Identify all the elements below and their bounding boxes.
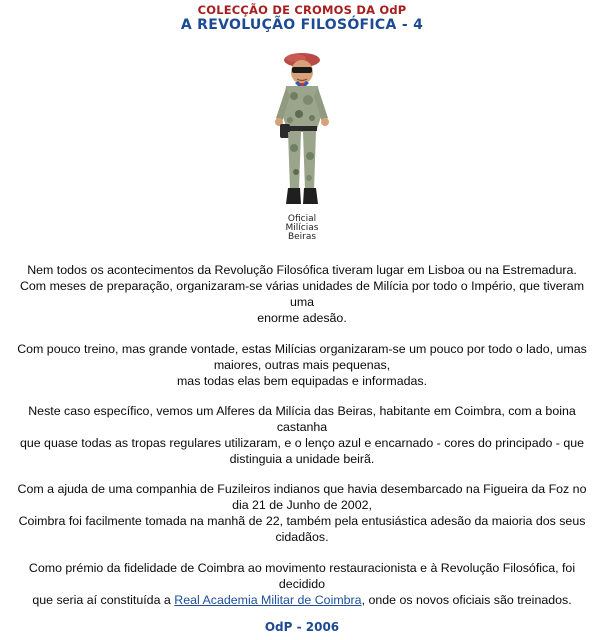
text-line: mas todas elas bem equipadas e informadas. xyxy=(176,374,428,388)
text-fragment: que seria aí constituída a xyxy=(32,593,175,607)
collection-title: COLECÇÃO DE CROMOS DA OdP xyxy=(197,3,407,17)
text-line: uma xyxy=(289,295,315,309)
text-line: castanha xyxy=(276,420,328,434)
paragraph-4 xyxy=(6,481,598,545)
text-line: Neste caso específico, vemos um Alferes da Milícia das Beiras, habitante em Coimbra, com a boina xyxy=(28,404,576,418)
text-line: decidido xyxy=(278,577,326,591)
caption-line: Milícias xyxy=(285,223,319,233)
text-line: Com a ajuda de uma companhia de Fuzileiros indianos que havia desembarcado na Figueira da Foz no xyxy=(17,482,587,496)
text-line: distinguia a unidade beirã. xyxy=(229,452,375,466)
soldier-illustration xyxy=(266,52,338,212)
text-line: cidadãos. xyxy=(275,530,329,544)
paragraph-5 xyxy=(6,560,598,608)
paragraph-1 xyxy=(6,262,598,326)
text-line: Nem todos os acontecimentos da Revolução Filosófica tiveram lugar em Lisboa ou na Estremadura. xyxy=(27,263,577,277)
text-line: enorme adesão. xyxy=(257,311,347,325)
text-line: Com pouco treino, mas grande vontade, estas Milícias organizaram-se um pouco por todo o lado, umas xyxy=(17,342,587,356)
text-line: Coimbra foi facilmente tomada na manhã de 22, também pela entusiástica adesão da maioria dos seus xyxy=(18,514,586,528)
soldier-figure-image xyxy=(266,52,338,212)
text-line-with-link xyxy=(6,592,598,608)
caption-line: Beiras xyxy=(287,232,317,242)
caption-line: Oficial xyxy=(287,214,317,224)
paragraph-3 xyxy=(6,403,598,467)
figure-caption xyxy=(0,215,604,242)
paragraph-2 xyxy=(6,341,598,389)
text-line: Com meses de preparação, organizaram-se várias unidades de Milícia por todo o Império, que tiveram xyxy=(19,279,585,293)
text-line: maiores, outras mais pequenas, xyxy=(213,358,391,372)
academy-link[interactable]: Real Academia Militar de Coimbra xyxy=(174,593,362,607)
text-line: Como prémio da fidelidade de Coimbra ao movimento restauracionista e à Revolução Filosófica, foi xyxy=(28,561,576,575)
text-fragment: , onde os novos oficiais são treinados. xyxy=(361,593,572,607)
text-line: dia 21 de Junho de 2002, xyxy=(232,498,372,512)
page-title: A REVOLUÇÃO FILOSÓFICA - 4 xyxy=(180,17,424,33)
text-line: que quase todas as tropas regulares utilizaram, e o lenço azul e encarnado - cores do principado - que xyxy=(19,436,585,450)
footer-signature: OdP - 2006 xyxy=(264,620,340,634)
